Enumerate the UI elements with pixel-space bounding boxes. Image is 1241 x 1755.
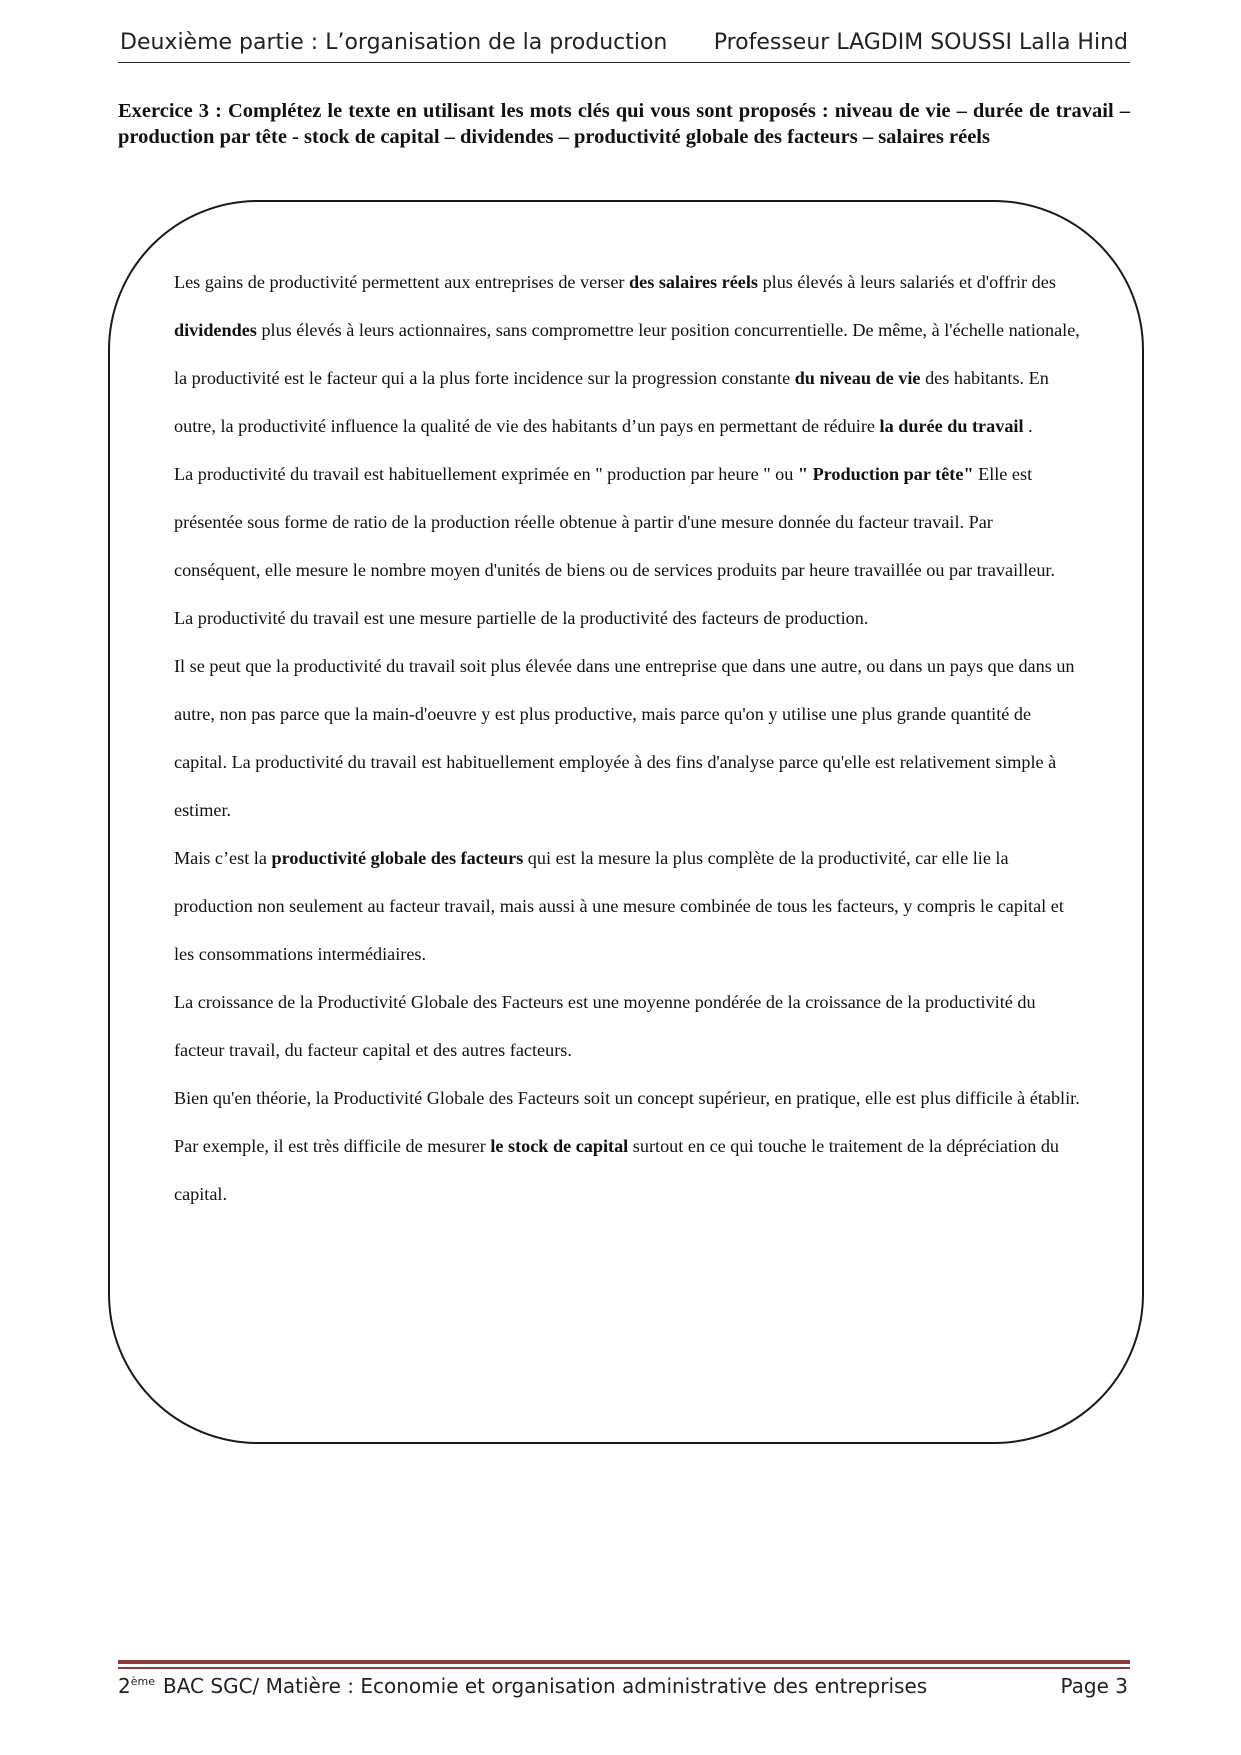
header-part-title: Deuxième partie : L’organisation de la production [120, 30, 668, 55]
paragraph-2 [174, 450, 1082, 594]
paragraph-1 [174, 258, 1082, 450]
text-span: qui est la mesure la plus complète de la productivité, car elle lie la production non seulement au facteur travail, mais aussi à une mesure combinée de tous les facteurs, y compris le capital et les consommations intermédiaires. [174, 848, 1064, 964]
paragraph-3: La productivité du travail est une mesure partielle de la productivité des facteurs de production. [174, 608, 869, 628]
paragraph-6: La croissance de la Productivité Globale des Facteurs est une moyenne pondérée de la croissance de la productivité du facteur travail, du facteur capital et des autres facteurs. [174, 992, 1036, 1060]
text-span: surtout en ce qui touche le traitement de la dépréciation du capital. [174, 1136, 1060, 1204]
exercise-instructions: Exercice 3 : Complétez le texte en utilisant les mots clés qui vous sont proposés : niveau de vie – durée de travail – production par tête - stock de capital – dividendes – productivité globale des facteurs – salaires réels [118, 100, 1130, 148]
text-span: Elle est présentée sous forme de ratio de la production réelle obtenue à partir d'une mesure donnée du facteur travail. Par conséquent, elle mesure le nombre moyen d'unités de biens ou de services produits par heure travaillée ou par travailleur. [174, 464, 1056, 580]
footer-subject [118, 1674, 927, 1698]
text-span: Mais c’est la [174, 848, 272, 868]
text-span: Les gains de productivité permettent aux entreprises de verser [174, 272, 630, 292]
text-span: . [1023, 416, 1033, 436]
footer-rule-thin [118, 1667, 1130, 1669]
keyword-productivite-globale: productivité globale des facteurs [271, 848, 524, 868]
text-span: des habitants. En outre, la productivité influence la qualité de vie des habitants d’un pays en permettant de réduire [174, 368, 1049, 436]
text-span: plus élevés à leurs actionnaires, sans compromettre leur position concurrentielle. De même, à l'échelle nationale, la productivité est le facteur qui a la plus forte incidence sur la progression constante [174, 320, 1080, 388]
keyword-salaires-reels: des salaires réels [629, 272, 759, 292]
keyword-stock-de-capital: le stock de capital [490, 1136, 629, 1156]
keyword-duree-du-travail: la durée du travail [879, 416, 1024, 436]
page-number: Page 3 [1060, 1674, 1128, 1698]
paragraph-5 [174, 834, 1082, 978]
text-span: La productivité du travail est habituellement exprimée en " production par heure " ou [174, 464, 798, 484]
keyword-production-par-tete: " Production par tête" [797, 464, 974, 484]
paragraph-8 [174, 1122, 1082, 1218]
footer-level-sup: ème [130, 1675, 155, 1688]
paragraph-7: Bien qu'en théorie, la Productivité Globale des Facteurs soit un concept supérieur, en pratique, elle est plus difficile à établir. [174, 1088, 1080, 1108]
footer-subject-text: BAC SGC/ Matière : Economie et organisation administrative des entreprises [163, 1674, 928, 1698]
page-header [118, 28, 1130, 63]
keyword-dividendes: dividendes [174, 320, 257, 340]
page-footer [118, 1672, 1130, 1704]
text-span: plus élevés à leurs salariés et d'offrir des [758, 272, 1056, 292]
exercise-text [174, 258, 1082, 1218]
header-author: Professeur LAGDIM SOUSSI Lalla Hind [713, 30, 1128, 55]
paragraph-4: Il se peut que la productivité du travail soit plus élevée dans une entreprise que dans une autre, ou dans un pays que dans un autre, non pas parce que la main-d'oeuvre y est plus productive, mais parce qu'on y utilise une plus grande quantité de capital. La productivité du travail est habituellement employée à des fins d'analyse parce qu'elle est relativement simple à estimer. [174, 656, 1075, 820]
footer-level: 2 [118, 1674, 131, 1698]
text-span: Par exemple, il est très difficile de mesurer [174, 1136, 491, 1156]
keyword-niveau-de-vie: du niveau de vie [794, 368, 921, 388]
footer-rule-thick [118, 1660, 1130, 1664]
